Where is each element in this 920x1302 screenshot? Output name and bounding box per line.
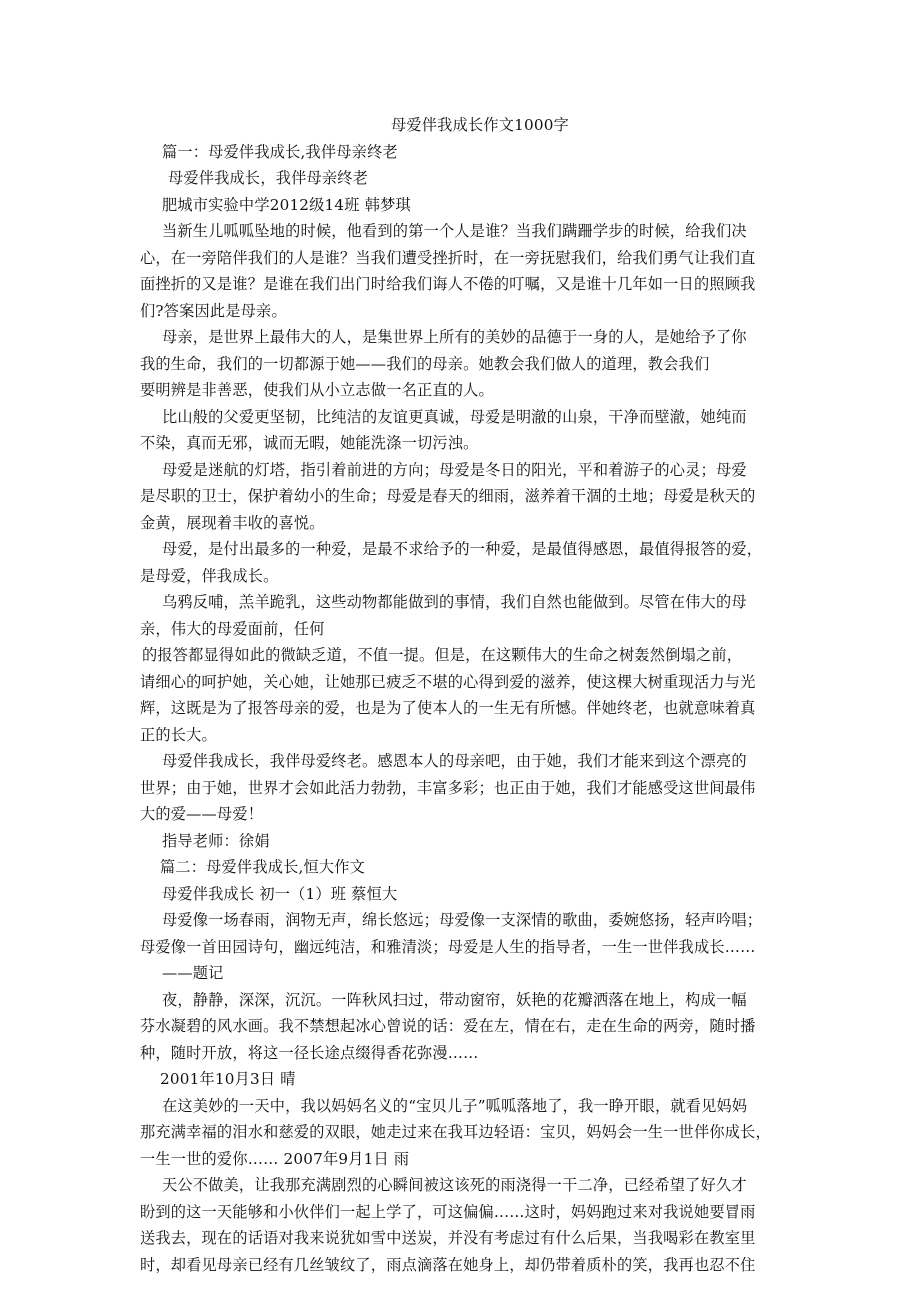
date-line: 2001年10月3日 晴 — [160, 1070, 296, 1088]
section-heading-1: 篇一：母爱伴我成长,我伴母亲终老 — [162, 142, 398, 161]
essay-subtitle-2: 母爱伴我成长 初一（1）班 蔡恒大 — [162, 884, 398, 903]
document-title: 母爱伴我成长作文1000字 — [391, 116, 569, 134]
paragraph-line: 芬水凝碧的风水画。我不禁想起冰心曾说的话：爱在左，情在右，走在生命的两旁，随时播 — [140, 1017, 756, 1035]
paragraph-line: 金黄，展现着丰收的喜悦。 — [140, 513, 325, 532]
author-line-1: 肥城市实验中学2012级14班 韩梦琪 — [162, 195, 411, 214]
paragraph-line: 不染，真而无邪，诚而无暇，她能洗涤一切污浊。 — [140, 434, 479, 452]
teacher-line: 指导老师：徐娟 — [162, 831, 270, 850]
paragraph-line: 那充满幸福的泪水和慈爱的双眼，她走过来在我耳边轻语：宝贝，妈妈会一生一世伴你成长， — [140, 1123, 771, 1141]
paragraph-line: 当新生儿呱呱坠地的时候，他看到的第一个人是谁？当我们蹒跚学步的时候，给我们决 — [162, 222, 747, 240]
paragraph-line: 的报答都显得如此的微缺乏道，不值一提。但是，在这颗伟大的生命之树轰然倒塌之前， — [142, 646, 743, 664]
document-page — [140, 112, 790, 1278]
paragraph-line: 夜，静静，深深，沉沉。一阵秋风扫过，带动窗帘，妖艳的花瓣洒落在地上，构成一幅 — [162, 990, 747, 1009]
paragraph-line: 大的爱——母爱！ — [140, 805, 264, 823]
paragraph-line: 比山般的父爱更坚韧，比纯洁的友谊更真诚，母爱是明澈的山泉，干净而壁澈，她纯而 — [162, 407, 747, 426]
paragraph-line: 母亲，是世界上最伟大的人，是集世界上所有的美妙的品德于一身的人，是她给予了你 — [162, 328, 747, 346]
paragraph-line: 辉，这既是为了报答母亲的爱，也是为了使本人的一生无有所憾。伴她终老，也就意味着真 — [140, 699, 756, 717]
paragraph-line: 母爱像一场春雨，润物无声，绵长悠远；母爱像一支深情的歌曲，委婉悠扬，轻声吟唱； — [162, 911, 763, 929]
essay-subtitle-1: 母爱伴我成长，我伴母亲终老 — [168, 169, 369, 187]
paragraph-line: 们?答案因此是母亲。 — [140, 301, 287, 320]
paragraph-line: 请细心的呵护她，关心她，让她那已疲乏不堪的心得到爱的滋养，使这棵大树重现活力与光 — [140, 672, 756, 691]
paragraph-line: 送我去，现在的话语对我来说犹如雪中送炭，并没有考虑过有什么后果，当我喝彩在教室里 — [140, 1229, 756, 1247]
paragraph-line: 天公不做美，让我那充满剧烈的心瞬间被这该死的雨浇得一干二净，已经希望了好久才 — [162, 1176, 747, 1194]
paragraph-line: 盼到的这一天能够和小伙伴们一起上学了，可这偏偏……这时，妈妈跑过来对我说她要冒雨 — [140, 1202, 756, 1221]
paragraph-line: 母爱像一首田园诗句，幽远纯洁，和雅清淡；母爱是人生的指导者，一生一世伴我成长…… — [140, 937, 756, 956]
epigraph-credit: ——题记 — [162, 964, 224, 982]
paragraph-line: 乌鸦反哺，羔羊跪乳，这些动物都能做到的事情，我们自然也能做到。尽管在伟大的母 — [162, 593, 747, 611]
paragraph-line: 世界；由于她，世界才会如此活力勃勃，丰富多彩；也正由于她，我们才能感受这世间最伟 — [140, 778, 756, 797]
paragraph-line: 在这美妙的一天中，我以妈妈名义的“宝贝儿子”呱呱落地了，我一睁开眼，就看见妈妈 — [162, 1096, 748, 1115]
paragraph-line: 母爱是迷航的灯塔，指引着前进的方向；母爱是冬日的阳光，平和着游子的心灵；母爱 — [162, 460, 747, 479]
paragraph-line: 一生一世的爱你…… 2007年9月1日 雨 — [140, 1149, 410, 1168]
paragraph-line: 母爱，是付出最多的一种爱，是最不求给予的一种爱，是最值得感恩，最值得报答的爱， — [162, 540, 763, 558]
paragraph-line: 要明辨是非善恶，使我们从小立志做一名正直的人。 — [140, 381, 494, 399]
paragraph-line: 面挫折的又是谁？是谁在我们出门时给我们诲人不倦的叮嘱，又是谁十几年如一日的照顾我 — [140, 275, 756, 293]
paragraph-line: 我的生命，我们的一切都源于她——我们的母亲。她教会我们做人的道理，教会我们 — [140, 354, 710, 373]
paragraph-line: 是母爱，伴我成长。 — [140, 566, 279, 585]
paragraph-line: 时，却看见母亲已经有几丝皱纹了，雨点滴落在她身上，却仍带着质朴的笑，我再也忍不住 — [140, 1255, 756, 1274]
paragraph-line: 正的长大。 — [140, 725, 217, 744]
paragraph-line: 是尽职的卫士，保护着幼小的生命；母爱是春天的细雨，滋养着干涸的土地；母爱是秋天的 — [140, 487, 756, 505]
paragraph-line: 亲，伟大的母爱面前，任何 — [140, 619, 325, 638]
paragraph-line: 心，在一旁陪伴我们的人是谁？当我们遭受挫折时，在一旁抚慰我们，给我们勇气让我们直 — [140, 248, 756, 267]
paragraph-line: 种，随时开放，将这一径长途点缀得香花弥漫…… — [140, 1043, 479, 1062]
paragraph-line: 母爱伴我成长，我伴母爱终老。感恩本人的母亲吧，由于她，我们才能来到这个漂亮的 — [162, 752, 747, 770]
section-heading-2: 篇二：母爱伴我成长,恒大作文 — [160, 858, 366, 876]
